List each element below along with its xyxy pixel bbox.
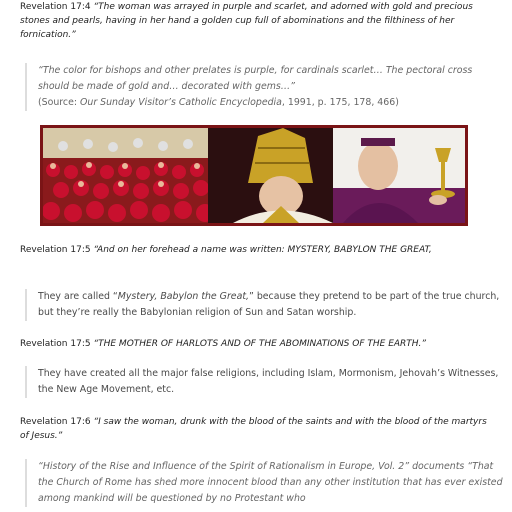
verse-rev-17-4: [20, 0, 492, 42]
verse-text: “And on her forehead a name was written: MYSTERY, BABYLON THE GREAT,: [93, 245, 432, 255]
quote-text: “History of the Rise and Influence of the Spirit of Rationalism in Europe, Vol. 2” documents “That the Church of Rome has shed more innocent blood than any other institution that has ever existed among mankind will be questioned by no Protestant who: [38, 461, 503, 504]
verse-rev-17-5b: [20, 337, 492, 351]
source-prefix: (Source:: [38, 97, 80, 108]
verse-text: “THE MOTHER OF HARLOTS AND OF THE ABOMINATIONS OF THE EARTH.”: [93, 339, 427, 349]
quote-rationalism-history: [25, 459, 504, 507]
quote-text: “The color for bishops and other prelates is purple, for cardinals scarlet… The pectoral cross should be made of gold and… decorated with gems…”: [38, 65, 473, 92]
source-title: Our Sunday Visitor’s Catholic Encyclopedia: [80, 97, 282, 108]
verse-rev-17-5a: [20, 243, 492, 257]
verse-rev-17-6: [20, 415, 492, 443]
verse-text: “The woman was arrayed in purple and scarlet, and adorned with gold and precious stones and pearls, having in her hand a golden cup full of abominations and the filthiness of her fornication.”: [20, 2, 473, 40]
quote-encyclopedia: [25, 63, 504, 111]
quote-false-religions: [25, 366, 504, 398]
quote-prefix: They are called “: [38, 291, 118, 302]
verse-text: “I saw the woman, drunk with the blood of the saints and with the blood of the martyrs of Jesus.”: [20, 417, 487, 441]
photo-collage-image: [43, 128, 465, 223]
quote-mystery-babylon: [25, 289, 504, 321]
verse-reference: Revelation 17:5: [20, 245, 91, 255]
verse-reference: Revelation 17:4: [20, 2, 91, 12]
verse-reference: Revelation 17:5: [20, 339, 91, 349]
source-suffix: , 1991, p. 175, 178, 466): [281, 97, 399, 108]
cardinals-photo-collage: [40, 125, 468, 226]
quote-text: They have created all the major false religions, including Islam, Mormonism, Jehovah’s Witnesses, the New Age Movement, etc.: [38, 368, 499, 395]
verse-reference: Revelation 17:6: [20, 417, 91, 427]
quote-suffix: ” because they pretend to be part of the true church, but they’re really the Babylonian religion of Sun and Satan worship.: [38, 291, 500, 318]
quote-italic: Mystery, Babylon the Great,: [117, 291, 249, 302]
